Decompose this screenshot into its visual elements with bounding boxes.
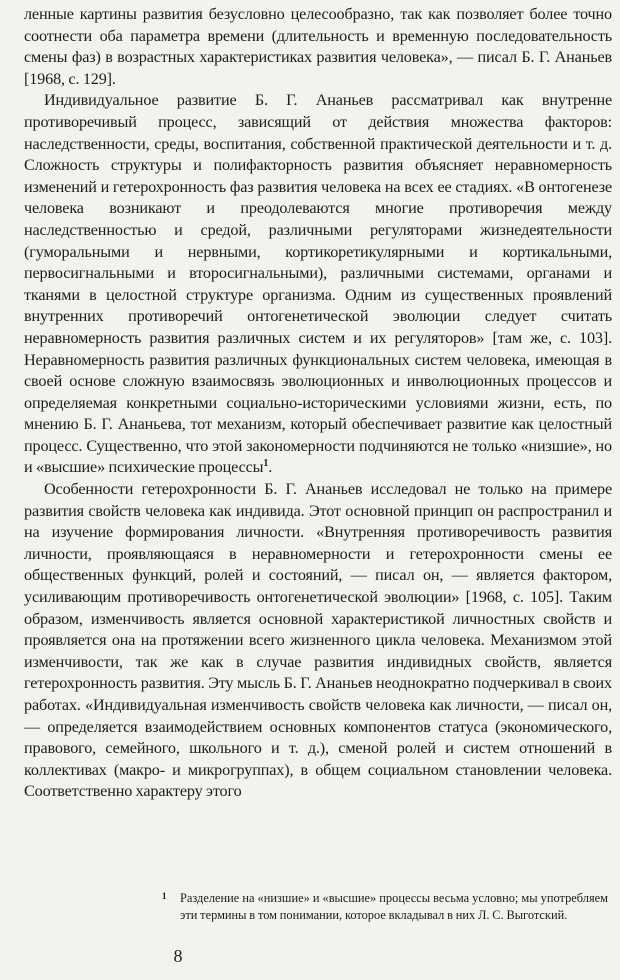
footnote-mark: 1 — [162, 891, 167, 901]
paragraph-1: ленные картины развития безусловно целесообразно, так как позволяет более точно соотнести оба параметра времени (длительность и временную последовательность смены фаз) в возрастных характеристиках развития человека», — писал Б. Г. Ананьев [1968, с. 129]. — [24, 5, 612, 88]
page-number: 8 — [173, 946, 183, 966]
footnote-reference: 1 — [263, 458, 269, 470]
footnote-text: Разделение на «низшие» и «высшие» процессы весьма условно; мы употребляем эти термины в том понимании, которое вкладывал в них Л. С. Выготский. — [180, 891, 608, 922]
paragraph-2 — [24, 90, 612, 479]
paragraph-2-text: Индивидуальное развитие Б. Г. Ананьев рассматривал как внутренне противоречивый процесс, зависящий от действия множества факторов: наследственности, среды, воспитания, собственной практической деятельности и т. д. Сложность структуры и полифакторность развития объясняет неравномерность изменений и гетерохронность фаз развития человека на всех ее стадиях. «В онтогенезе человека возникают и преодолеваются многие противоречия между наследственностью и средой, различными регуляторами жизнедеятельности (гуморальными и нервными, кортикоретикулярными и кортикальными, первосигнальными и второсигнальными), различными системами, органами и тканями в целостной структуре организма. Одним из существенных проявлений внутренних противоречий онтогенетической эволюции следует считать неравномерность развития различных систем и их регуляторов» [там же, с. 103]. Неравномерность развития различных функциональных систем человека, имеющая в своей основе сложную взаимосвязь эволюционных и инволюционных процессов и определяемая конкретными социально-историческими условиями жизни, есть, по мнению Б. Г. Ананьева, тот механизм, который обеспечивает развитие как целостный процесс. Существенно, что этой закономерности подчиняются не только «низшие», но и «высшие» психические процессы — [24, 91, 612, 477]
paragraph-3: Особенности гетерохронности Б. Г. Ананьев исследовал не только на примере развития свойств человека как индивида. Этот основной принцип он распространил и на изучение формирования личности. «Внутренняя противоречивость развития личности, проявляющаяся в неравномерности и гетерохронности смены ее общественных функций, ролей и состояний, — писал он, — является фактором, усиливающим противоречивость онтогенетической эволюции» [1968, с. 105]. Таким образом, изменчивость является основной характеристикой личностных свойств и проявляется она на протяжении всего жизненного цикла человека. Механизмом этой изменчивости, так же как в случае развития индивидных свойств, является гетерохронность развития. Эту мысль Б. Г. Ананьев неоднократно подчеркивал в своих работах. «Индивидуальная изменчивость свойств человека как личности, — писал он, — определяется взаимодействием основных компонентов статуса (экономического, правового, семейного, школьного и т. д.), сменой ролей и систем отношений в коллективах (макро- и микрогруппах), в общем социальном становлении человека. Соответственно характеру этого — [24, 480, 612, 801]
paragraph-2-period: . — [268, 458, 273, 477]
footnote — [162, 890, 608, 923]
main-text — [24, 4, 612, 803]
